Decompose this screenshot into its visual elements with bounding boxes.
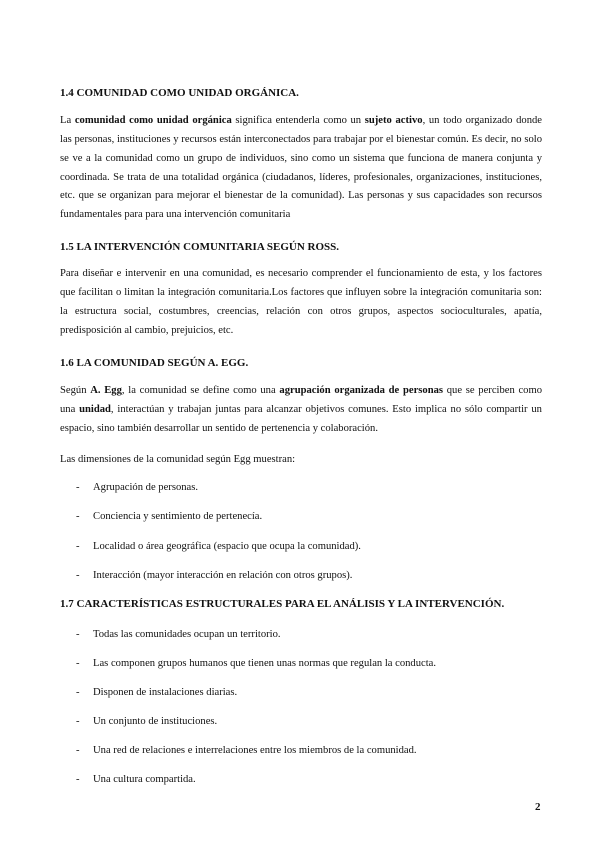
list-item [76, 540, 361, 554]
bullet-dash: - [76, 511, 80, 522]
bullet-dash: - [76, 570, 80, 581]
bullet-dash: - [76, 716, 80, 727]
page-number: 2 [535, 801, 541, 813]
list-item [76, 744, 417, 758]
list-item [76, 569, 352, 583]
list-item-text: Localidad o área geográfica (espacio que ocupa la comunidad). [93, 541, 361, 552]
paragraph-egg [60, 382, 542, 439]
list-item-text: Disponen de instalaciones diarias. [93, 687, 238, 698]
paragraph-ross: Para diseñar e intervenir en una comunidad, es necesario comprender el funcionamiento de esta, y los factores que facilitan o limitan la integración comunitaria.Los factores que influyen sobre la integración comunitaria son: la estructura social, costumbres, creencias, relación con otros grupos, aspectos socioculturales, apatía, predisposición al cambio, prejuicios, etc. [60, 268, 542, 336]
heading-1-5: 1.5 LA INTERVENCIÓN COMUNITARIA SEGÚN ROSS. [60, 241, 340, 253]
bullet-dash: - [76, 774, 80, 785]
bullet-dash: - [76, 687, 80, 698]
list-item-text: Una red de relaciones e interrelaciones entre los miembros de la comunidad. [93, 745, 417, 756]
bold-term: unidad [79, 403, 111, 415]
bullet-dash: - [76, 482, 80, 493]
list-item [76, 686, 237, 700]
list-item [76, 715, 217, 729]
bold-term: agrupación organizada de personas [279, 385, 444, 396]
text: significa entenderla como un [231, 115, 365, 126]
bold-term: sujeto activo [364, 115, 423, 126]
list-item [76, 657, 436, 671]
text: , un todo organizado donde las personas, instituciones y recursos están interconectados para trabajar por el bienestar común. Es decir, no solo se ve a la comunidad como un grupo de individuos, sino como un sistema que funciona de manera conjunta y coordinada. Se trata de una totalidad orgánica (ciudadanos, líderes, profesionales, organizaciones, instituciones, etc. que se organizan para mejorar el bienestar de la comunidad). Las personas y sus capacidades son recursos fundamentales para para una intervención comunitaria [60, 115, 543, 221]
bullet-dash: - [76, 541, 80, 552]
list-item-text: Todas las comunidades ocupan un territorio. [93, 629, 281, 640]
text: que se perciben como una [60, 385, 543, 415]
heading-1-4: 1.4 COMUNIDAD COMO UNIDAD ORGÁNICA. [60, 87, 299, 99]
dimensions-intro: Las dimensiones de la comunidad según Egg muestran: [60, 454, 296, 465]
text: Según [60, 385, 91, 396]
text: , la comunidad se define como una [121, 385, 280, 396]
heading-1-6: 1.6 LA COMUNIDAD SEGÚN A. EGG. [60, 357, 249, 369]
bullet-dash: - [76, 629, 80, 640]
text: , interactúan y trabajan juntas para alcanzar objetivos comunes. Esto implica no sólo compartir un espacio, sino también desarrollar un sentido de pertenencia y colaboración. [60, 403, 542, 434]
list-item-text: Un conjunto de instituciones. [93, 716, 218, 727]
text: La [60, 115, 75, 126]
list-item [76, 510, 262, 524]
paragraph-comunidad-organica [60, 112, 542, 225]
list-item-text: Las componen grupos humanos que tienen unas normas que regulan la conducta. [93, 658, 437, 669]
bold-term: A. Egg [90, 385, 122, 396]
bold-term: comunidad como unidad orgánica [74, 115, 232, 126]
list-item [76, 628, 281, 642]
list-item-text: Una cultura compartida. [93, 774, 196, 785]
list-item-text: Agrupación de personas. [93, 482, 199, 493]
heading-1-7: 1.7 CARACTERÍSTICAS ESTRUCTURALES PARA EL ANÁLISIS Y LA INTERVENCIÓN. [60, 598, 505, 610]
list-item-text: Conciencia y sentimiento de pertenecía. [93, 511, 263, 522]
list-item [76, 773, 196, 787]
list-item-text: Interacción (mayor interacción en relación con otros grupos). [93, 570, 353, 581]
list-item [76, 481, 198, 495]
bullet-dash: - [76, 658, 80, 669]
bullet-dash: - [76, 745, 80, 756]
